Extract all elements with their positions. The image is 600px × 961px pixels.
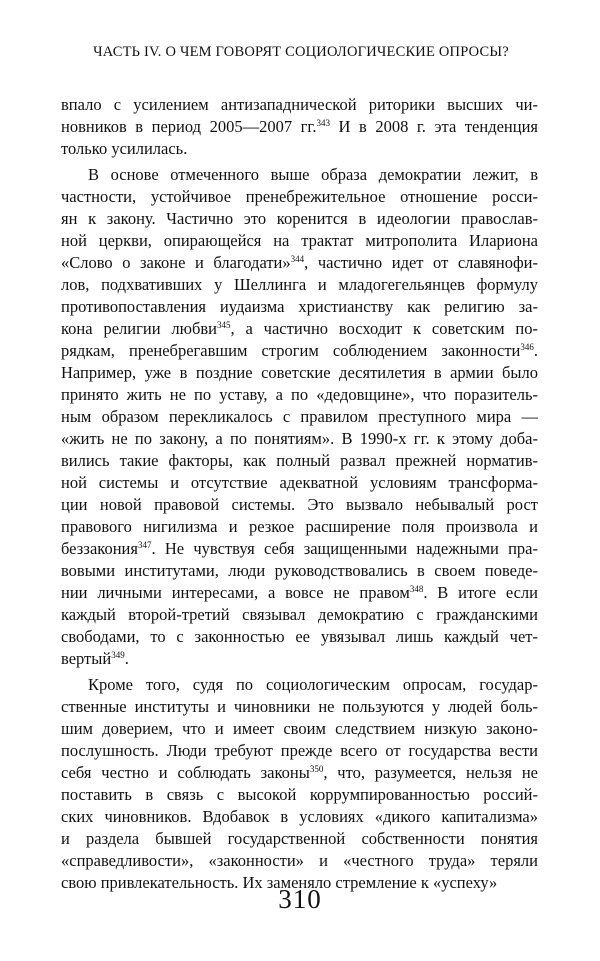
paragraph — [61, 164, 538, 670]
text-line — [61, 208, 538, 230]
text-segment: поставить в связь с высокой коррумпированностью россий- — [61, 785, 538, 804]
text-segment: ян к закону. Частично это коренится в идеологии православ- — [61, 209, 538, 228]
text-segment: ным образом перекликалось с правилом преступного мира — — [61, 407, 538, 426]
footnote-reference: 347 — [137, 540, 152, 550]
text-line — [61, 164, 538, 186]
text-line — [61, 648, 538, 670]
text-line — [61, 740, 538, 762]
text-line — [61, 850, 538, 872]
paragraph — [61, 674, 538, 894]
text-line — [61, 828, 538, 850]
text-segment: кона религии любви — [61, 319, 217, 338]
text-line — [61, 538, 538, 560]
text-line — [61, 494, 538, 516]
text-segment: каждый второй-третий связывал демократию с гражданскими — [61, 605, 538, 624]
text-segment: ции новой правовой системы. Это вызвало небывалый рост — [61, 495, 538, 514]
text-segment: . — [533, 341, 538, 360]
text-segment: нии личными интересами, а вовсе не правом — [61, 583, 410, 602]
text-line — [61, 428, 538, 450]
text-segment: рядкам, пренебрегавшим строгим соблюдением законности — [61, 341, 521, 360]
text-segment: В основе отмеченного выше образа демократии лежит, в — [88, 165, 538, 184]
text-segment: «справедливости», «законности» и «честного труда» теряли — [61, 851, 538, 870]
text-line — [61, 560, 538, 582]
text-segment: , что, разумеется, нельзя не — [323, 763, 538, 782]
text-segment: послушность. Люди требуют прежде всего от государства вести — [61, 741, 538, 760]
text-segment: ной церкви, опирающейся на трактат митрополита Илариона — [61, 231, 538, 250]
text-line — [61, 718, 538, 740]
text-segment: Кроме того, судя по социологическим опросам, государ- — [88, 675, 538, 694]
text-segment: вовыми институтами, люди руководствовались в своем поведе- — [61, 561, 538, 580]
text-line — [61, 472, 538, 494]
text-segment: вились такие факторы, как полный развал прежней норматив- — [61, 451, 538, 470]
text-line — [61, 186, 538, 208]
text-line — [61, 626, 538, 648]
body-text — [61, 94, 538, 894]
footnote-reference: 346 — [520, 342, 534, 352]
text-segment: себя честно и соблюдать законы — [61, 763, 310, 782]
text-segment: , а частично восходит к советским по- — [230, 319, 538, 338]
text-segment: правового нигилизма и резкое расширение поля произвола и — [61, 517, 538, 536]
text-line — [61, 94, 538, 116]
text-line — [61, 806, 538, 828]
footnote-reference: 345 — [216, 320, 231, 330]
footnote-reference: 349 — [111, 650, 125, 660]
text-segment: свою привлекательность. Их заменяло стремление к «успеху» — [61, 873, 498, 892]
text-line — [61, 274, 538, 296]
text-line — [61, 230, 538, 252]
text-segment: И в 2008 г. эта тенденция — [329, 117, 539, 136]
text-line — [61, 516, 538, 538]
text-segment: «жить не по закону, а по понятиям». В 1990-х гг. к этому доба- — [61, 429, 538, 448]
text-segment: ских чиновников. Вдобавок в условиях «дикого капитализма» — [61, 807, 538, 826]
text-line — [61, 696, 538, 718]
text-segment: . В итоге если — [423, 583, 539, 602]
text-line — [61, 296, 538, 318]
text-segment: принято жить не по уставу, а по «дедовщине», что поразитель- — [61, 385, 538, 404]
text-segment: новников в период 2005—2007 гг. — [61, 117, 317, 136]
text-segment: ственные институты и чиновники не пользуются у людей боль- — [61, 697, 538, 716]
text-line — [61, 362, 538, 384]
text-segment: и раздела бывшей государственной собственности понятия — [61, 829, 538, 848]
text-segment: свободами, то с законностью ее увязывал лишь каждый чет- — [61, 627, 538, 646]
text-segment: только усилилась. — [61, 139, 188, 158]
text-segment: , частично идет от славянофи- — [304, 253, 538, 272]
text-line — [61, 450, 538, 472]
text-segment: ной системы и отсутствие адекватной условиям трансформа- — [61, 473, 538, 492]
text-line — [61, 252, 538, 274]
text-line — [61, 384, 538, 406]
text-segment: лов, подхвативших у Шеллинга и младогегельянцев формулу — [61, 275, 538, 294]
text-segment: Например, уже в поздние советские десятилетия в армии было — [61, 363, 538, 382]
running-head: ЧАСТЬ IV. О ЧЕМ ГОВОРЯТ СОЦИОЛОГИЧЕСКИЕ ОПРОСЫ? — [93, 44, 509, 60]
text-line — [61, 406, 538, 428]
text-line — [61, 138, 538, 160]
text-segment: . — [124, 649, 129, 668]
text-segment: частности, устойчивое пренебрежительное отношение росси- — [61, 187, 538, 206]
footnote-reference: 344 — [290, 254, 305, 264]
text-line — [61, 318, 538, 340]
text-segment: «Слово о законе и благодати» — [61, 253, 291, 272]
text-line — [61, 674, 538, 696]
text-segment: беззакония — [61, 539, 138, 558]
text-segment: шим доверием, что и имеет своим следствием низкую законо- — [61, 719, 538, 738]
page-number: 310 — [278, 884, 322, 914]
text-line — [61, 762, 538, 784]
paragraph — [61, 94, 538, 160]
text-segment: вертый — [61, 649, 112, 668]
footnote-reference: 343 — [316, 118, 330, 128]
text-line — [61, 340, 538, 362]
text-line — [61, 604, 538, 626]
text-segment: впало с усилением антизападнической риторики высших чи- — [61, 95, 538, 114]
footnote-reference: 348 — [409, 584, 424, 594]
footnote-reference: 350 — [309, 764, 324, 774]
text-line — [61, 784, 538, 806]
text-segment: . Не чувствуя себя защищенными надежными пра- — [151, 539, 538, 558]
text-line — [61, 116, 538, 138]
text-segment: противопоставления иудаизма христианству как религию за- — [61, 297, 538, 316]
text-line — [61, 582, 538, 604]
